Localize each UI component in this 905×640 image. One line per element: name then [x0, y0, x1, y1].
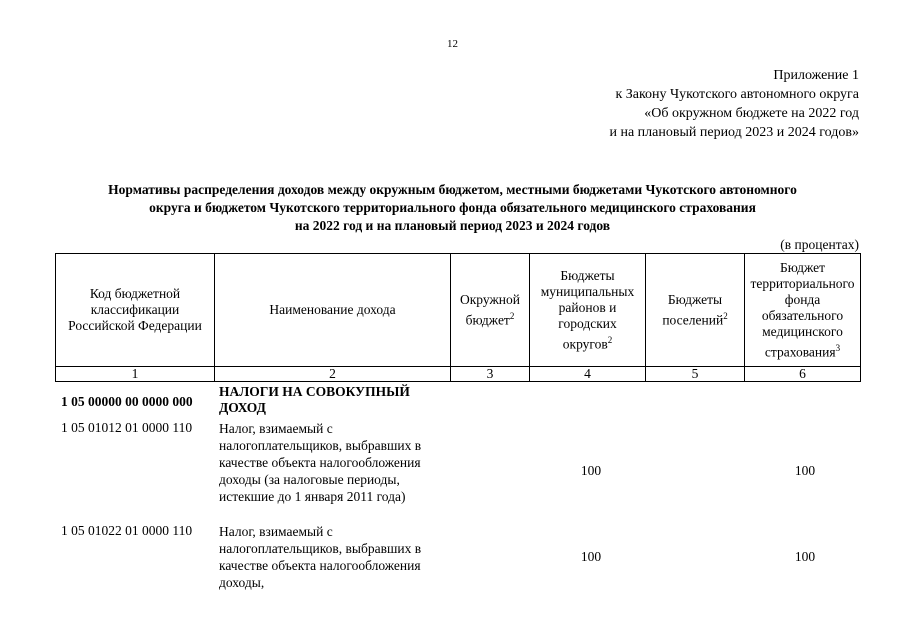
column-number: 5	[646, 367, 745, 382]
revenue-table-header	[55, 253, 861, 382]
column-number: 3	[451, 367, 530, 382]
appendix-line-1: Приложение 1	[773, 68, 859, 83]
title-line-1: Нормативы распределения доходов между окружным бюджетом, местными бюджетами Чукотского автономного	[108, 182, 797, 197]
row-name: Налог, взимаемый с налогоплательщиков, выбравших в качестве объекта налогообложения доходы,	[219, 524, 422, 590]
appendix-line-3: «Об окружном бюджете на 2022 год	[644, 106, 859, 121]
row-municipal-value: 100	[580, 463, 602, 478]
column-number: 6	[745, 367, 861, 382]
header-code: Код бюджетной классификации Российской Федерации	[56, 254, 215, 367]
row-name: НАЛОГИ НА СОВОКУПНЫЙ ДОХОД	[219, 384, 410, 415]
column-number-row	[56, 367, 861, 382]
row-code: 1 05 00000 00 0000 000	[61, 394, 193, 409]
row-code: 1 05 01012 01 0000 110	[61, 420, 193, 435]
document-title	[60, 181, 845, 235]
header-fund-budget: Бюджет территориального фонда обязательного медицинского страхования$^3$	[745, 254, 861, 367]
appendix-line-2: к Закону Чукотского автономного округа	[615, 87, 859, 102]
row-name: Налог, взимаемый с налогоплательщиков, выбравших в качестве объекта налогообложения доходы (за налоговые периоды, истекшие до 1 января 2011 года)	[219, 421, 422, 504]
row-fund-value: 100	[794, 549, 816, 564]
row-fund-value: 100	[794, 463, 816, 478]
header-name: Наименование дохода	[215, 254, 451, 367]
page-number: 12	[447, 38, 458, 50]
header-municipal-budgets: Бюджеты муниципальных районов и городских округов$^2$	[530, 254, 646, 367]
header-okrug-budget: Окружной бюджет$^2$	[451, 254, 530, 367]
header-row	[56, 254, 861, 367]
header-settlement-budgets: Бюджеты поселений$^2$	[646, 254, 745, 367]
appendix-line-4: и на плановый период 2023 и 2024 годов»	[609, 125, 859, 140]
title-line-2: округа и бюджетом Чукотского территориального фонда обязательного медицинского страхования	[149, 200, 756, 215]
units-note: (в процентах)	[780, 237, 859, 252]
appendix-block	[609, 66, 859, 142]
row-municipal-value: 100	[580, 549, 602, 564]
column-number: 4	[530, 367, 646, 382]
column-number: 2	[215, 367, 451, 382]
title-line-3: на 2022 год и на плановый период 2023 и 2024 годов	[294, 218, 611, 233]
column-number: 1	[56, 367, 215, 382]
row-code: 1 05 01022 01 0000 110	[61, 523, 193, 538]
